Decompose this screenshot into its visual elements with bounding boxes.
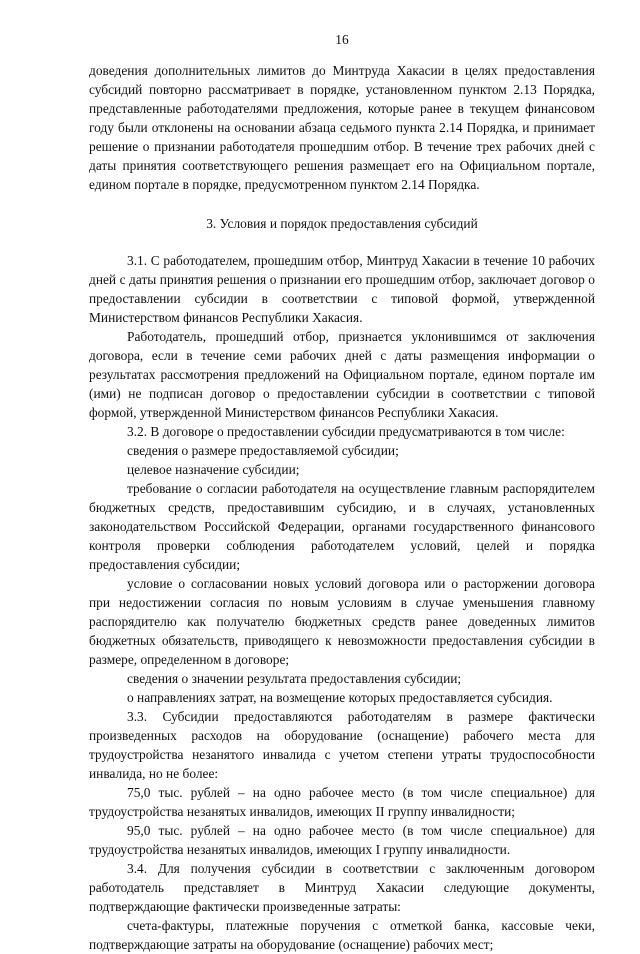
paragraph-3-3: 3.3. Субсидии предоставляются работодателям в размере фактически произведенных расходов на оборудование (оснащение) рабочего места для трудоустройства незанятого инвалида с учетом степени утраты трудоспособности инвалида, но не более: bbox=[89, 709, 595, 781]
list-item-group-1: 95,0 тыс. рублей – на одно рабочее место (в том числе специальное) для трудоустройства незанятых инвалидов, имеющих I группу инвалидности. bbox=[89, 823, 595, 857]
list-item-new-terms: условие о согласовании новых условий договора или о расторжении договора при недостижении согласия по новым условиям в случае уменьшения главному распорядителю как получателю бюджетных средств ранее доведенных лимитов бюджетных обязательств, приводящего к невозможности предоставления субсидии в размере, определенном в договоре; bbox=[89, 576, 595, 667]
document-page bbox=[89, 30, 595, 954]
paragraph-evasion: Работодатель, прошедший отбор, признается уклонившимся от заключения договора, если в течение семи рабочих дней с даты размещения информации о результатах рассмотрения предложений на Официальном портале, едином портале им (ими) не подписан договор о предоставлении субсидии в соответствии с типовой формой, утвержденной Министерством финансов Республики Хакасия. bbox=[89, 329, 595, 420]
list-item-group-2: 75,0 тыс. рублей – на одно рабочее место (в том числе специальное) для трудоустройства незанятых инвалидов, имеющих II группу инвалидности; bbox=[89, 785, 595, 819]
list-item-result-value: сведения о значении результата предоставления субсидии; bbox=[127, 671, 462, 686]
paragraph-3-2: 3.2. В договоре о предоставлении субсидии предусматриваются в том числе: bbox=[127, 424, 565, 439]
list-item-subsidy-size: сведения о размере предоставляемой субсидии; bbox=[127, 443, 399, 458]
list-item-invoices: счета-фактуры, платежные поручения с отметкой банка, кассовые чеки, подтверждающие затраты на оборудование (оснащение) рабочих мест; bbox=[89, 918, 595, 952]
paragraph-3-1: 3.1. С работодателем, прошедшим отбор, Минтруд Хакасии в течение 10 рабочих дней с даты принятия решения о признании его прошедшим отбор, заключает договор о предоставлении субсидии в соответствии с типовой формой, утвержденной Министерством финансов Республики Хакасия. bbox=[89, 253, 595, 325]
paragraph-continuation: доведения дополнительных лимитов до Минтруда Хакасии в целях предоставления субсидий повторно рассматривает в порядке, установленном пунктом 2.13 Порядка, представленные работодателями предложения, которые ранее в текущем финансовом году были отклонены на основании абзаца седьмого пункта 2.14 Порядка, и принимает решение о признании работодателя прошедшим отбор. В течение трех рабочих дней с даты принятия соответствующего решения размещает его на Официальном портале, едином портале в порядке, предусмотренном пунктом 2.14 Порядка. bbox=[89, 63, 595, 192]
section-heading: 3. Условия и порядок предоставления субсидий bbox=[206, 216, 478, 231]
paragraph-3-4: 3.4. Для получения субсидии в соответствии с заключенным договором работодатель представляет в Минтруд Хакасии следующие документы, подтверждающие фактически произведенные затраты: bbox=[89, 861, 595, 914]
list-item-cost-directions: о направлениях затрат, на возмещение которых предоставляется субсидия. bbox=[127, 690, 553, 705]
list-item-consent: требование о согласии работодателя на осуществление главным распорядителем бюджетных средств, предоставившим субсидию, и в случаях, установленных законодательством Российской Федерации, органами государственного финансового контроля проверки соблюдения работодателем условий, целей и порядка предоставления субсидии; bbox=[89, 481, 595, 572]
list-item-purpose: целевое назначение субсидии; bbox=[127, 462, 300, 477]
page-number: 16 bbox=[335, 32, 349, 47]
